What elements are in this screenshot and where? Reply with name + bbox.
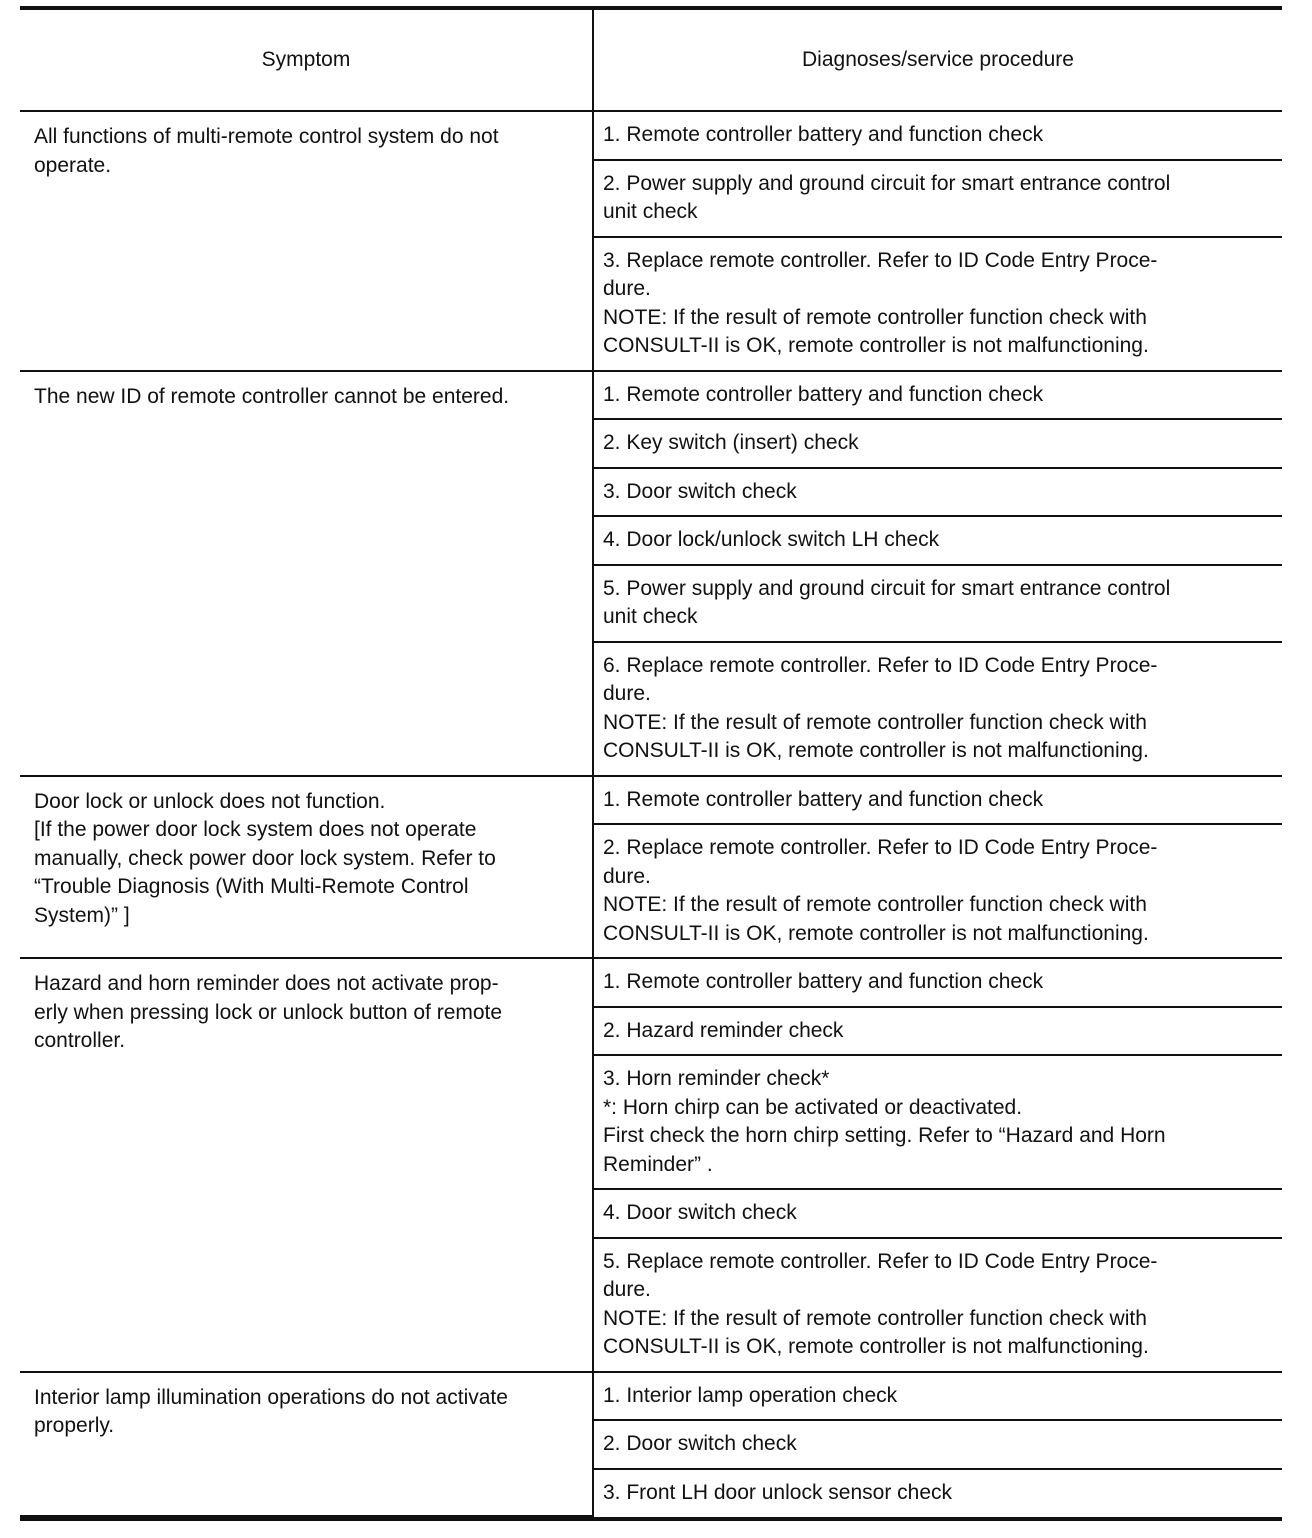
procedure-text-line: 1. Remote controller battery and function check xyxy=(603,382,1044,406)
procedure-text-line: 3. Replace remote controller. Refer to ID Code Entry Proce- xyxy=(603,248,1158,272)
symptom-cell xyxy=(20,371,593,776)
symptom-text-line: [If the power door lock system does not operate xyxy=(34,818,477,841)
procedure-text-line: 3. Door switch check xyxy=(603,479,797,503)
procedure-cell xyxy=(593,160,1282,237)
symptom-text-line: Door lock or unlock does not function. xyxy=(34,789,386,813)
symptom-column-header: Symptom xyxy=(20,10,593,111)
procedure-text-line: 5. Replace remote controller. Refer to ID Code Entry Proce- xyxy=(603,1249,1158,1273)
symptom-text-line: Hazard and horn reminder does not activate prop- xyxy=(34,972,499,995)
procedure-text-line: unit check xyxy=(603,200,698,223)
table-row xyxy=(20,371,1282,420)
procedure-column-header: Diagnoses/service procedure xyxy=(593,10,1282,111)
procedure-text-line: 6. Replace remote controller. Refer to ID Code Entry Proce- xyxy=(603,653,1158,677)
procedure-text-line: CONSULT-II is OK, remote controller is not malfunctioning. xyxy=(603,921,1149,945)
procedure-cell xyxy=(593,468,1282,517)
procedure-text-line: *: Horn chirp can be activated or deactivated. xyxy=(603,1095,1023,1119)
procedure-text-line: NOTE: If the result of remote controller function check with xyxy=(603,710,1147,734)
symptom-cell xyxy=(20,1372,593,1517)
symptom-cell xyxy=(20,776,593,959)
procedure-text-line: 2. Door switch check xyxy=(603,1432,797,1455)
procedure-text-line: 3. Horn reminder check* xyxy=(603,1067,830,1090)
symptom-text-line: properly. xyxy=(34,1414,115,1437)
procedure-cell xyxy=(593,419,1282,468)
table-row xyxy=(20,958,1282,1007)
procedure-text-line: 1. Interior lamp operation check xyxy=(603,1383,898,1407)
procedure-text-line: 1. Remote controller battery and function check xyxy=(603,123,1044,146)
procedure-cell xyxy=(593,516,1282,565)
diagnosis-table-container xyxy=(20,6,1282,1521)
procedure-cell xyxy=(593,824,1282,958)
procedure-text-line: NOTE: If the result of remote controller function check with xyxy=(603,893,1147,916)
procedure-text-line: CONSULT-II is OK, remote controller is not malfunctioning. xyxy=(603,1335,1149,1358)
procedure-cell xyxy=(593,111,1282,160)
procedure-cell xyxy=(593,776,1282,825)
table-header xyxy=(20,10,1282,111)
procedure-cell xyxy=(593,958,1282,1007)
procedure-text-line: dure. xyxy=(603,682,651,705)
symptom-text-line: All functions of multi-remote control system do not xyxy=(34,125,499,148)
procedure-text-line: 1. Remote controller battery and function check xyxy=(603,970,1044,993)
procedure-text-line: Reminder” . xyxy=(603,1152,713,1176)
symptom-text-line: operate. xyxy=(34,153,112,177)
symptom-text-line: Interior lamp illumination operations do not activate xyxy=(34,1385,508,1409)
symptom-cell xyxy=(20,958,593,1372)
procedure-text-line: 3. Front LH door unlock sensor check xyxy=(603,1480,953,1504)
procedure-cell xyxy=(593,565,1282,642)
procedure-text-line: 1. Remote controller battery and function check xyxy=(603,787,1044,811)
symptom-text-line: erly when pressing lock or unlock button of remote xyxy=(34,1000,503,1024)
procedure-text-line: CONSULT-II is OK, remote controller is not malfunctioning. xyxy=(603,739,1149,762)
procedure-text-line: unit check xyxy=(603,605,698,628)
symptom-text-line: System)” ] xyxy=(34,903,130,927)
procedure-text-line: 4. Door switch check xyxy=(603,1201,797,1224)
procedure-cell xyxy=(593,1007,1282,1056)
procedure-cell xyxy=(593,642,1282,776)
symptom-text-line: “Trouble Diagnosis (With Multi-Remote Control xyxy=(34,875,469,898)
header-row xyxy=(20,10,1282,111)
procedure-text-line: NOTE: If the result of remote controller function check with xyxy=(603,1306,1147,1330)
symptom-text-line: The new ID of remote controller cannot be entered. xyxy=(34,384,510,408)
procedure-text-line: 2. Replace remote controller. Refer to ID Code Entry Proce- xyxy=(603,836,1158,859)
procedure-text-line: 4. Door lock/unlock switch LH check xyxy=(603,528,940,551)
procedure-text-line: 2. Hazard reminder check xyxy=(603,1018,844,1042)
symptom-diagnosis-table xyxy=(20,10,1282,1517)
procedure-cell xyxy=(593,371,1282,420)
symptom-text-line: controller. xyxy=(34,1029,126,1052)
procedure-cell xyxy=(593,1420,1282,1469)
procedure-text-line: 2. Power supply and ground circuit for smart entrance control xyxy=(603,171,1171,195)
table-body xyxy=(20,111,1282,1516)
table-row xyxy=(20,776,1282,825)
procedure-text-line: dure. xyxy=(603,277,651,300)
procedure-cell xyxy=(593,1469,1282,1517)
procedure-cell xyxy=(593,1238,1282,1372)
table-row xyxy=(20,111,1282,160)
symptom-cell xyxy=(20,111,593,371)
symptom-text-line: manually, check power door lock system. Refer to xyxy=(34,846,496,870)
procedure-cell xyxy=(593,1055,1282,1189)
procedure-text-line: dure. xyxy=(603,864,651,888)
procedure-text-line: 5. Power supply and ground circuit for smart entrance control xyxy=(603,576,1171,600)
table-row xyxy=(20,1372,1282,1421)
procedure-cell xyxy=(593,1372,1282,1421)
procedure-text-line: NOTE: If the result of remote controller function check with xyxy=(603,305,1147,329)
procedure-text-line: dure. xyxy=(603,1278,651,1301)
procedure-text-line: 2. Key switch (insert) check xyxy=(603,431,859,454)
procedure-text-line: CONSULT-II is OK, remote controller is not malfunctioning. xyxy=(603,334,1149,357)
procedure-text-line: First check the horn chirp setting. Refer to “Hazard and Horn xyxy=(603,1124,1166,1147)
procedure-cell xyxy=(593,1189,1282,1238)
procedure-cell xyxy=(593,237,1282,371)
